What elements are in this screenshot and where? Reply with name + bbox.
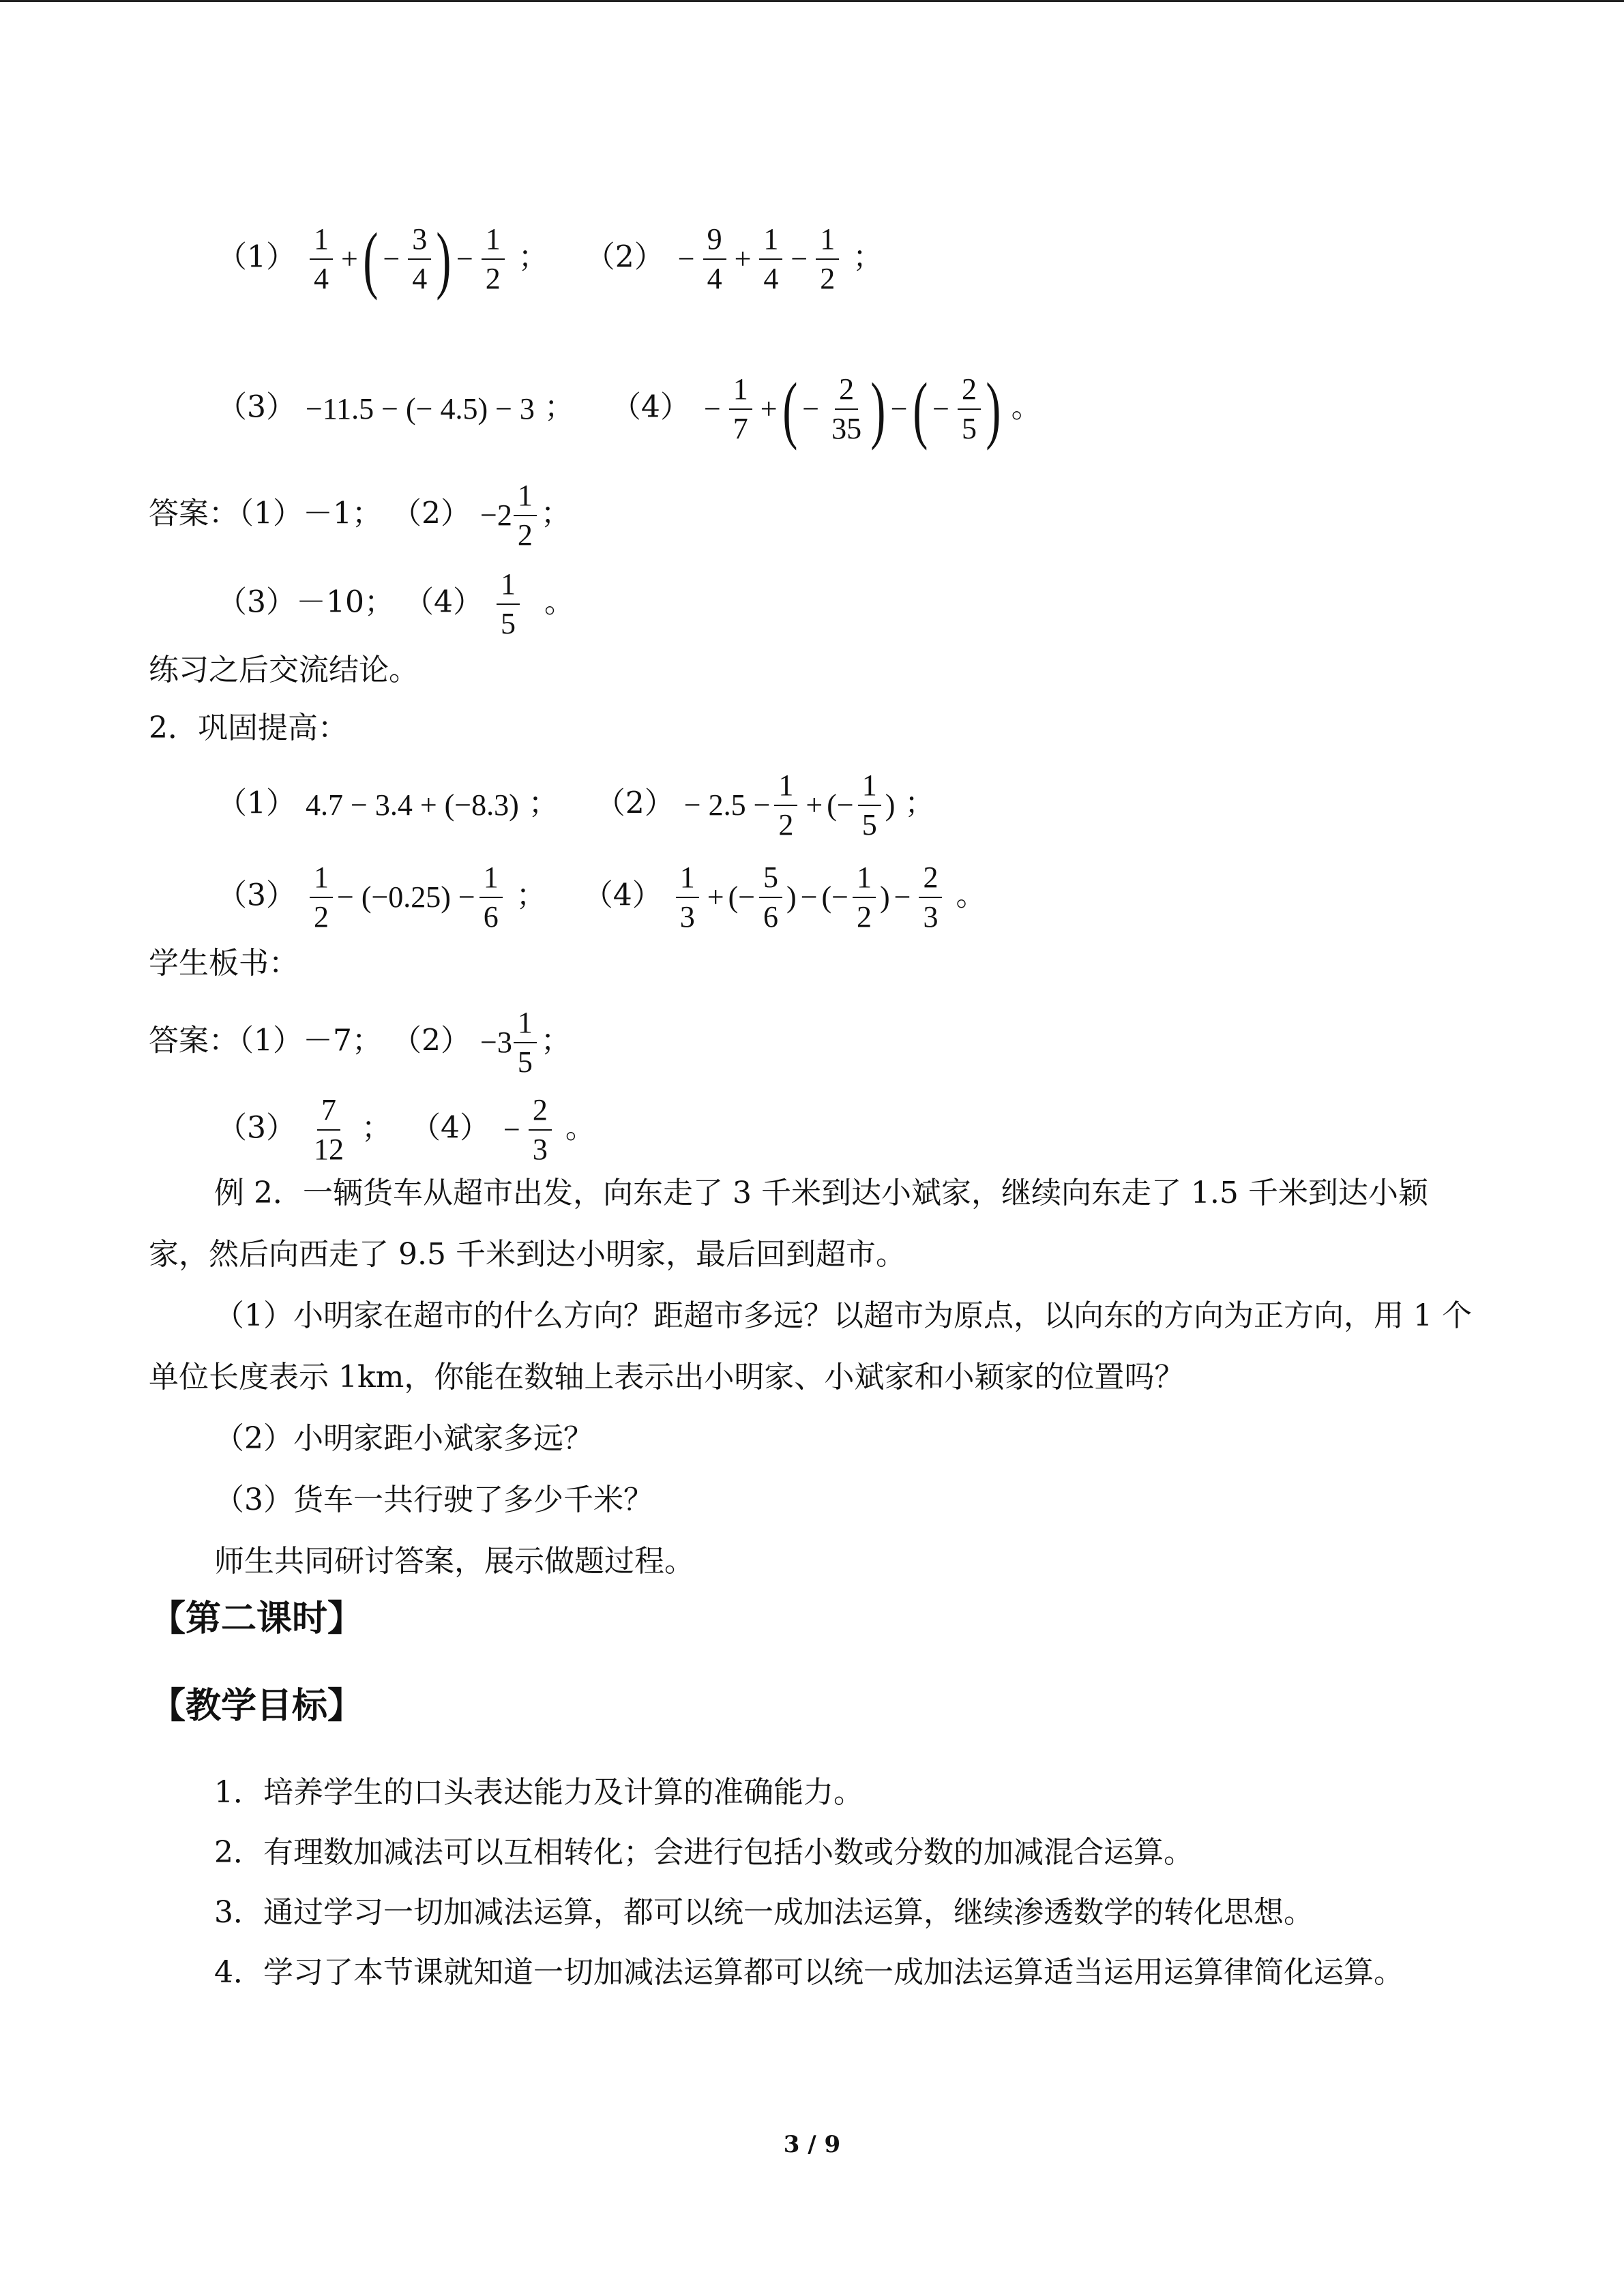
goal-item: 4．学习了本节课就知道一切加减法运算都可以统一成加法运算适当运用运算律简化运算。 — [214, 1955, 1404, 1990]
expr-1: $\frac{1}{4}$ + ( − $\frac{3}{4}$ ) − $\frac{1}{2}$ — [306, 222, 509, 297]
expr-3: −11.5 − (− 4.5) − 3 — [306, 392, 535, 426]
exercise1-answer-row1: 答案：（1）－1； （2） −2 $\frac{1}{2}$ ； — [149, 479, 571, 552]
expr-2: − $\frac{9}{4}$ + $\frac{1}{4}$ − $\frac{1}{2}$ — [674, 224, 843, 294]
example2-question3: （3）货车一共行驶了多少千米？ — [214, 1482, 653, 1517]
goal-item: 2．有理数加减法可以互相转化；会进行包括小数或分数的加减混合运算。 — [214, 1835, 1194, 1870]
example2 — [149, 1163, 1479, 1592]
goal-item: 1．培养学生的口头表达能力及计算的准确能力。 — [214, 1775, 863, 1810]
exercise1-answer-row2: （3）－10； （4） $\frac{1}{5}$ 。 — [217, 567, 574, 640]
goals-list — [149, 1763, 1479, 2003]
exercise1-row1: （1） $\frac{1}{4}$ + ( − $\frac{3}{4}$ ) − $\frac{1}{2}$ ； （2） − $\frac{9}{4}$ + $\frac{1}{4}$ − $\frac{1}{2}$ ； — [217, 218, 883, 301]
exercise1-row2: （3） −11.5 − (− 4.5) − 3 ； （4） − $\frac{1}{7}$ + ( − $\frac{2}{35}$ ) − ( − $\frac{2}{5}$ ) 。 — [217, 368, 1042, 451]
heading-lesson2: 【第二课时】 — [150, 1598, 364, 1639]
exercise2-board: 学生板书： — [149, 946, 299, 981]
exercise2-answer-row1: 答案：（1）－7； （2） −3 $\frac{1}{5}$ ； — [149, 1006, 571, 1079]
exercise2-row2: （3） $\frac{1}{2}$ − (−0.25) − $\frac{1}{6}$ ； （4） $\frac{1}{3}$ + (− $\frac{5}{6}$ ) − (− $\frac{1}{2}$ ) − $\frac{2}{3}$ 。 — [217, 861, 986, 934]
heading-goals: 【教学目标】 — [150, 1686, 364, 1727]
exercise2-row1: （1） 4.7 − 3.4 + (−8.3) ； （2） − 2.5 − $\frac{1}{2}$ + (− $\frac{1}{5}$ ) ； — [217, 769, 935, 841]
exercise2-title: 2．巩固提高： — [149, 711, 348, 745]
example2-conclusion: 师生共同研讨答案，展示做题过程。 — [214, 1544, 694, 1579]
example2-statement: 例 2．一辆货车从超市出发，向东走了 3 千米到达小斌家，继续向东走了 1.5 千米到达小颖家，然后向西走了 9.5 千米到达小明家，最后回到超市。 — [149, 1176, 1428, 1272]
goal-item: 3．通过学习一切加减法运算，都可以统一成加法运算，继续渗透数学的转化思想。 — [214, 1895, 1314, 1930]
top-border — [0, 0, 1624, 2]
example2-question2: （2）小明家距小斌家多远？ — [214, 1421, 593, 1456]
page-number: 3 / 9 — [783, 2131, 841, 2158]
example2-question1: （1）小明家在超市的什么方向？距超市多远？以超市为原点，以向东的方向为正方向，用 1 个单位长度表示 1km，你能在数轴上表示出小明家、小斌家和小颖家的位置吗？ — [149, 1298, 1472, 1395]
exercise1-after: 练习之后交流结论。 — [149, 653, 419, 687]
exercise2-answer-row2: （3） $\frac{7}{12}$ ； （4） − $\frac{2}{3}$ 。 — [217, 1093, 595, 1166]
expr-4: − $\frac{1}{7}$ + ( − $\frac{2}{35}$ ) − ( − $\frac{2}{5}$ ) — [703, 368, 1001, 451]
